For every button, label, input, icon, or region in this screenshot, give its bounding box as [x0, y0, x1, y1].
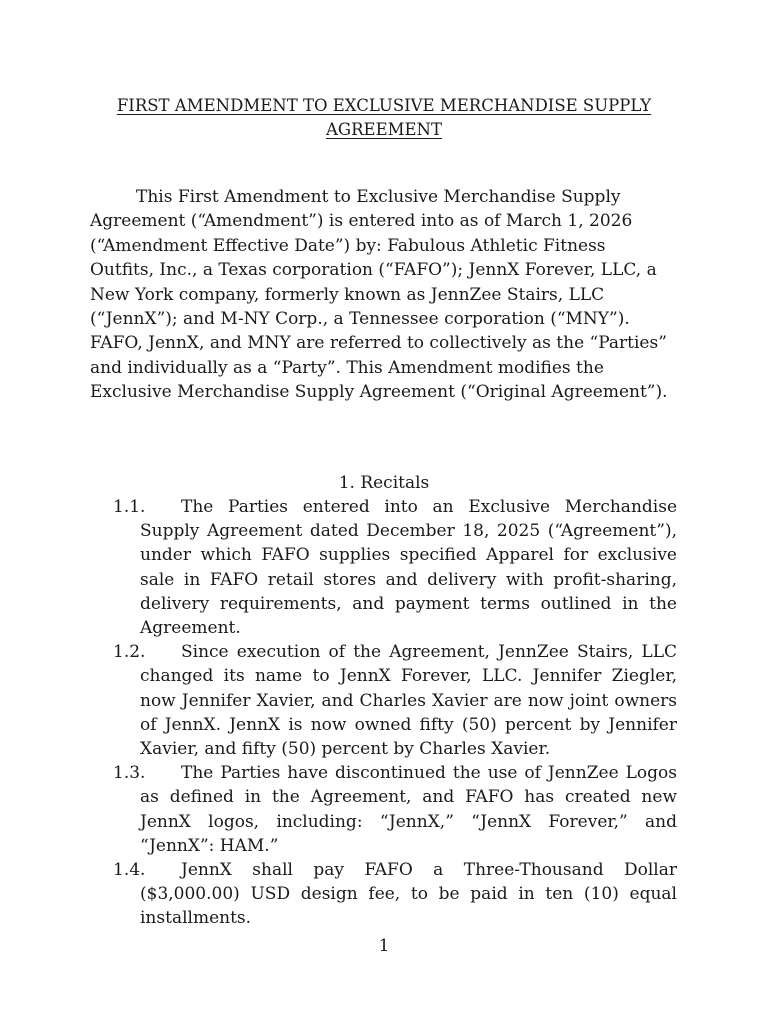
document-title: FIRST AMENDMENT TO EXCLUSIVE MERCHANDISE SUPPLY AGREEMENT — [116, 96, 652, 139]
section-heading-recitals: 1. Recitals — [338, 473, 430, 493]
page-number: 1 — [378, 936, 390, 956]
recital-item — [113, 761, 677, 858]
recital-number: 1.3. — [113, 763, 146, 784]
recital-text: Since execution of the Agreement, JennZee Stairs, LLC changed its name to JennX Forever, LLC. Jennifer Ziegler, now Jennifer Xavier, and Charles Xavier are now joint owners of JennX. JennX is now owned fifty (50) percent by Jennifer Xavier, and fifty (50) percent by Charles Xavier. — [140, 642, 677, 760]
recitals-list — [113, 495, 677, 931]
recital-text: The Parties have discontinued the use of JennZee Logos as defined in the Agreement, and FAFO has created new JennX logos, including: “JennX,” “JennX Forever,” and “JennX”: HAM.” — [140, 763, 677, 856]
recital-item — [113, 495, 677, 640]
recital-item — [113, 640, 677, 761]
intro-paragraph: This First Amendment to Exclusive Merchandise Supply Agreement (“Amendment”) is entered into as of March 1, 2026 (“Amendment Effective Date”) by: Fabulous Athletic Fitness Outfits, Inc., a Texas corporation (“FAFO”); JennX Forever, LLC, a New York company, formerly known as JennZee Stairs, LLC (“JennX”); and M-NY Corp., a Tennessee corporation (“MNY”). FAFO, JennX, and MNY are referred to collectively as the “Parties” and individually as a “Party”. This Amendment modifies the Exclusive Merchandise Supply Agreement (“Original Agreement”). — [90, 187, 668, 403]
recital-text: JennX shall pay FAFO a Three-Thousand Dollar ($3,000.00) USD design fee, to be paid in ten (10) equal installments. — [140, 860, 677, 929]
recital-number: 1.2. — [113, 642, 146, 663]
recital-text: The Parties entered into an Exclusive Merchandise Supply Agreement dated December 18, 2025 (“Agreement”), under which FAFO supplies specified Apparel for exclusive sale in FAFO retail stores and delivery with profit-sharing, delivery requirements, and payment terms outlined in the Agreement. — [140, 497, 677, 639]
recital-number: 1.1. — [113, 497, 146, 517]
recital-number: 1.4. — [113, 860, 146, 881]
recital-item — [113, 858, 677, 931]
